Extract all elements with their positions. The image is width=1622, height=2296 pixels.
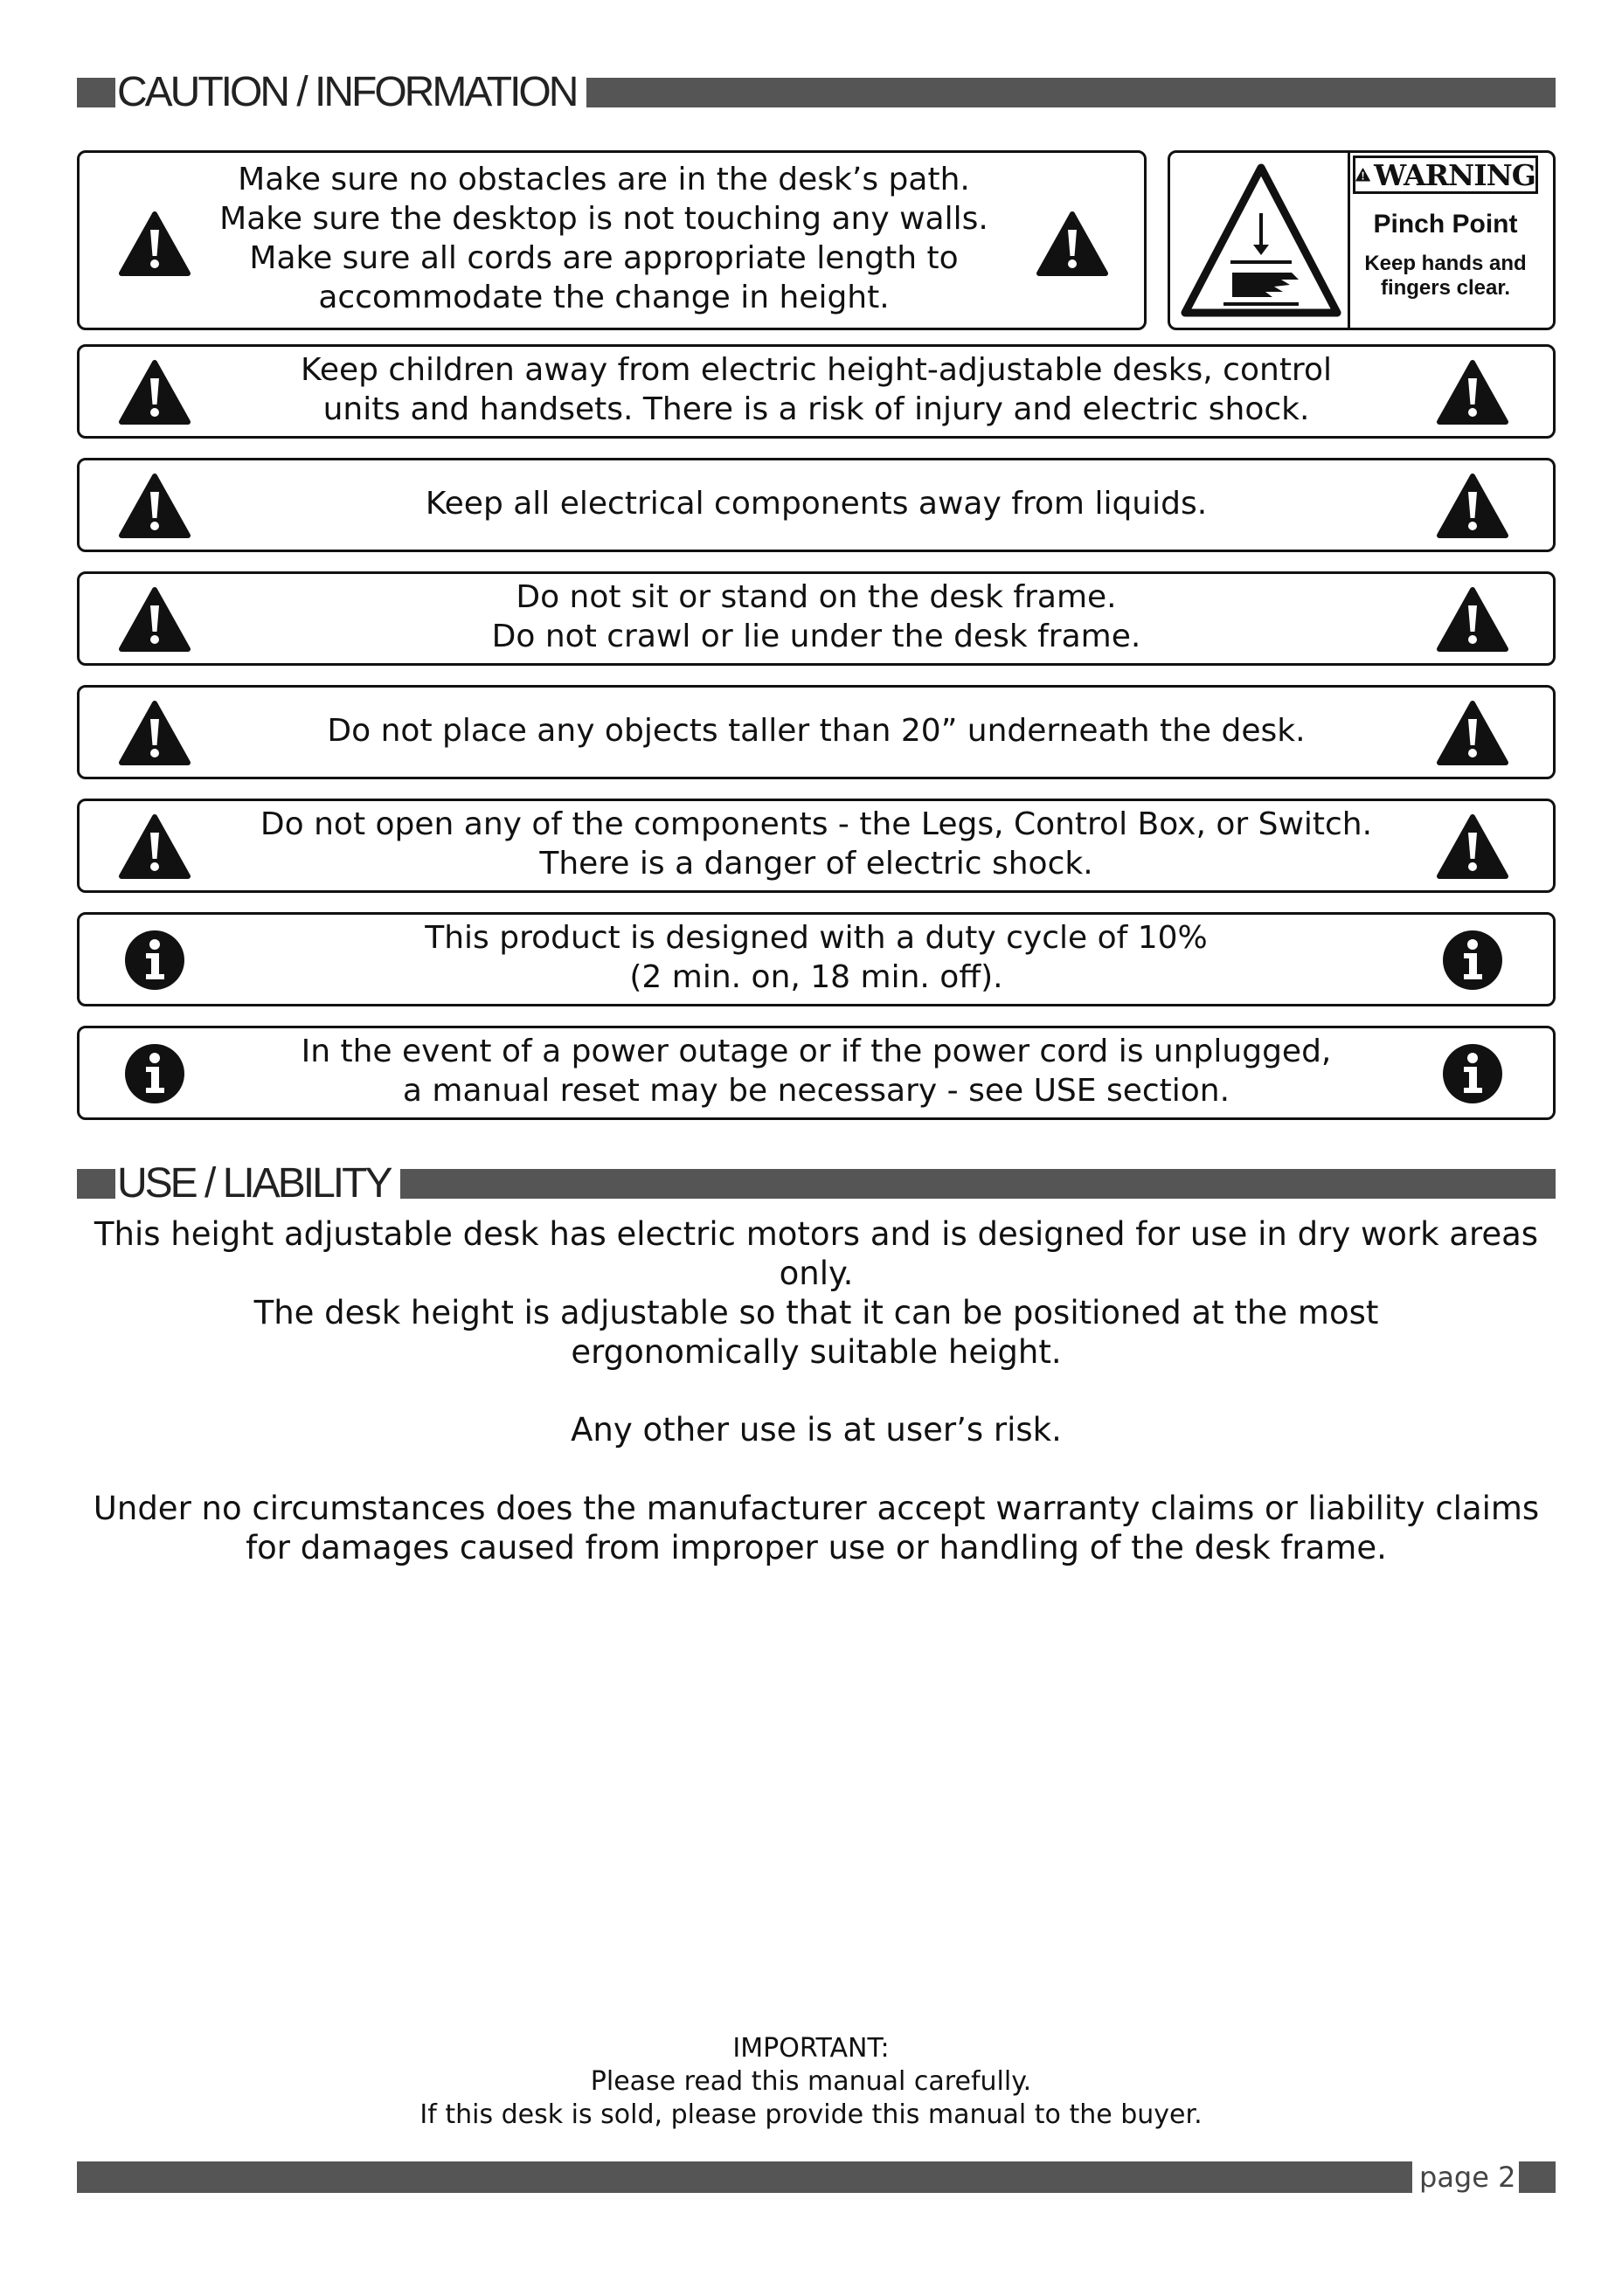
header-bar-fill: [400, 1169, 1556, 1199]
warning-line: Make sure all cords are appropriate length to: [249, 240, 959, 276]
info-box-duty-cycle: [77, 912, 1556, 1006]
info-circle-icon: [1436, 1041, 1509, 1107]
sign-header-text: WARNING: [1374, 157, 1535, 192]
use-paragraph-1: This height adjustable desk has electric motors and is designed for use in dry work areas only.: [94, 1215, 1539, 1292]
warning-line: Keep all electrical components away from liquids.: [425, 486, 1208, 522]
pinch-point-warning-sign: [1168, 150, 1556, 330]
use-line: Under no circumstances does the manufacturer accept warranty claims or liability claims: [93, 1490, 1540, 1527]
footer-bar: [77, 2161, 1556, 2193]
warning-box-liquids: [77, 458, 1556, 552]
warning-triangle-icon: [1436, 813, 1509, 880]
warning-triangle-icon: [1436, 473, 1509, 539]
use-paragraph-2: [77, 1293, 1556, 1372]
info-box-text: [211, 918, 1422, 997]
use-line: for damages caused from improper use or handling of the desk frame.: [246, 1529, 1387, 1566]
pinch-hazard-icon: [1178, 159, 1344, 322]
warning-triangle-icon: [118, 586, 191, 653]
sign-subtitle-line: fingers clear.: [1380, 276, 1511, 300]
warning-line: Make sure no obstacles are in the desk’s path.: [238, 162, 970, 197]
footer-bar-tail: [1519, 2161, 1556, 2193]
warning-line: units and handsets. There is a risk of injury and electric shock.: [322, 391, 1310, 427]
warning-triangle-icon: [1036, 211, 1109, 277]
info-box-power-outage: [77, 1026, 1556, 1120]
warning-box-text: [211, 711, 1422, 750]
info-box-text: [211, 1032, 1422, 1110]
use-line: The desk height is adjustable so that it can be positioned at the most: [253, 1294, 1379, 1331]
header-bar-lead: [77, 1169, 115, 1199]
info-circle-icon: [1436, 927, 1509, 993]
info-line: a manual reset may be necessary - see USE section.: [402, 1073, 1230, 1109]
warning-triangle-icon: [118, 813, 191, 880]
warning-box-text: [211, 350, 1422, 429]
caution-section-header: [77, 69, 1556, 115]
warning-triangle-icon: [1355, 162, 1370, 188]
warning-line: Make sure the desktop is not touching any walls.: [219, 201, 988, 237]
warning-triangle-icon: [118, 211, 191, 277]
warning-line: accommodate the change in height.: [318, 280, 890, 315]
warning-box-obstacles: [77, 150, 1147, 330]
caution-section-title: CAUTION / INFORMATION: [117, 69, 577, 115]
warning-line: Keep children away from electric height-adjustable desks, control: [301, 352, 1332, 388]
use-section-title: USE / LIABILITY: [117, 1160, 391, 1207]
header-bar-lead: [77, 78, 115, 107]
warning-box-text: [211, 160, 997, 317]
use-paragraph-4: [77, 1489, 1556, 1567]
notice-line: Please read this manual carefully.: [590, 2066, 1032, 2097]
info-circle-icon: [118, 1041, 191, 1107]
warning-box-text: [211, 577, 1422, 656]
warning-line: Do not crawl or lie under the desk frame.: [491, 619, 1141, 654]
info-line: In the event of a power outage or if the power cord is unplugged,: [301, 1034, 1332, 1069]
page-number: page 2: [1419, 2161, 1516, 2194]
warning-line: Do not open any of the components - the Legs, Control Box, or Switch.: [260, 806, 1373, 842]
warning-line: Do not place any objects taller than 20” underneath the desk.: [327, 713, 1306, 749]
warning-box-components: [77, 799, 1556, 893]
warning-box-children: [77, 344, 1556, 439]
header-bar-fill: [586, 78, 1556, 107]
warning-line: Do not sit or stand on the desk frame.: [516, 579, 1117, 615]
info-circle-icon: [118, 927, 191, 993]
sign-subtitle-line: Keep hands and: [1364, 252, 1527, 275]
sign-header: [1353, 156, 1538, 194]
warning-box-text: [211, 805, 1422, 883]
info-line: This product is designed with a duty cycle of 10%: [425, 920, 1208, 956]
warning-triangle-icon: [118, 359, 191, 425]
use-section-header: [77, 1160, 1556, 1207]
notice-line: If this desk is sold, please provide this manual to the buyer.: [419, 2099, 1203, 2130]
sign-title: Pinch Point: [1373, 210, 1518, 239]
use-line: ergonomically suitable height.: [571, 1333, 1062, 1371]
warning-box-text: [211, 484, 1422, 523]
sign-subtitle: [1353, 252, 1538, 301]
use-paragraph-3: Any other use is at user’s risk.: [571, 1411, 1062, 1449]
warning-triangle-icon: [1436, 359, 1509, 425]
warning-box-objects: [77, 685, 1556, 779]
warning-triangle-icon: [1436, 700, 1509, 766]
footer-bar-fill: [77, 2161, 1412, 2193]
warning-triangle-icon: [1436, 586, 1509, 653]
warning-box-sit-stand: [77, 571, 1556, 666]
warning-triangle-icon: [118, 473, 191, 539]
info-line: (2 min. on, 18 min. off).: [629, 959, 1003, 995]
warning-line: There is a danger of electric shock.: [539, 846, 1093, 882]
sign-divider: [1348, 150, 1350, 330]
notice-heading: IMPORTANT:: [732, 2033, 890, 2064]
important-notice: [0, 2032, 1622, 2132]
warning-triangle-icon: [118, 700, 191, 766]
